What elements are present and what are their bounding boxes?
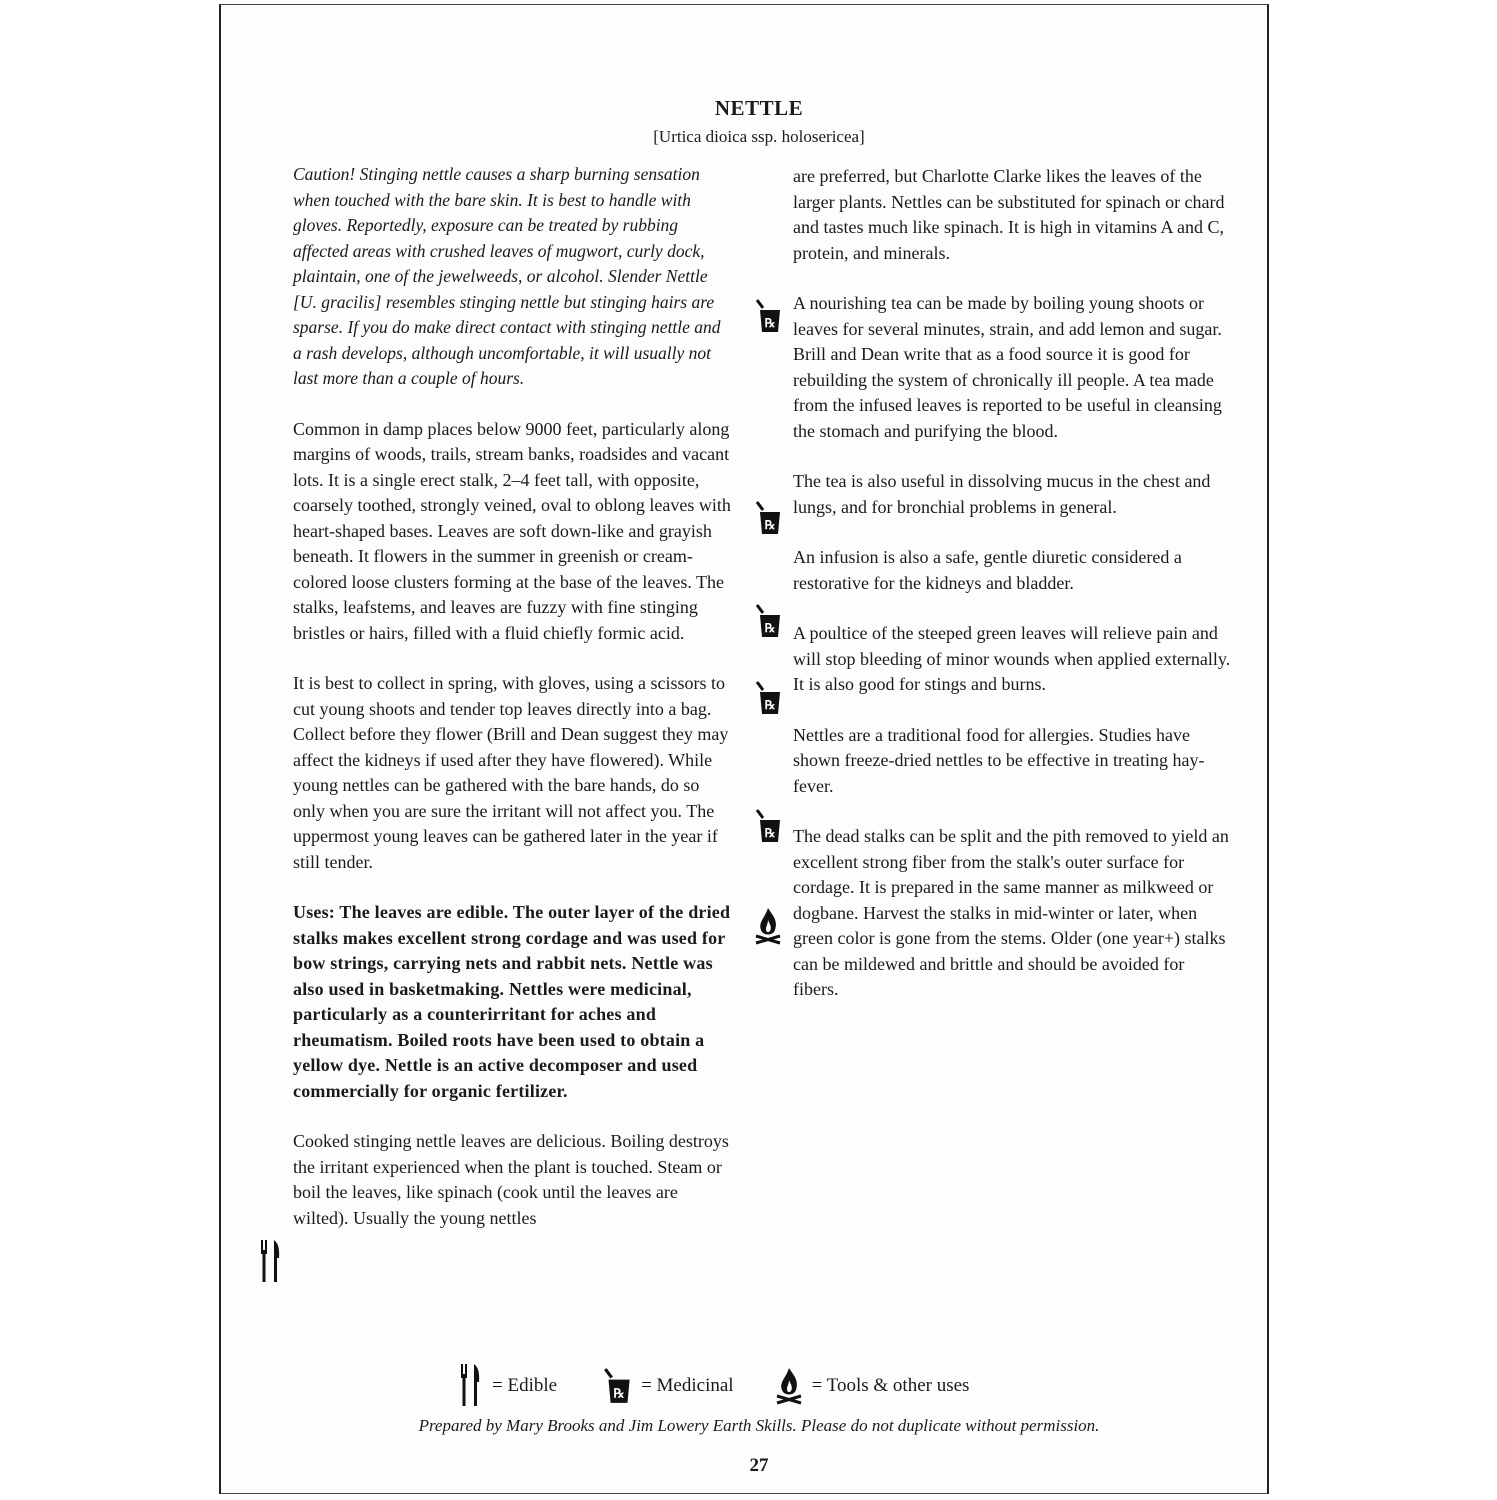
caution-paragraph: Caution! Stinging nettle causes a sharp burning sensation when touched with the bare skin. It is best to handle with gloves. Reportedly, exposure can be treated by rubbing affected areas with crushed leaves of mugwort, curly dock, plaintain, one of the jewelweeds, or alcohol. Slender Nettle [U. gracilis] resembles stinging nettle but stinging hairs are sparse. If you do make direct contact with stinging nettle and a rash develops, although uncomfortable, it will usually not last more than a couple of hours.	[293, 164, 721, 388]
mortar-rx-icon	[755, 298, 783, 334]
habitat-paragraph: Common in damp places below 9000 feet, particularly along margins of woods, trails, stream banks, roadsides and vacant lots. It is a single erect stalk, 2–4 feet tall, with opposite, coarsely toothed, strongly veined, oval to oblong leaves with heart-shaped bases. Leaves are soft down-like and grayish beneath. It flowers in the summer in greenish or cream-colored loose clusters forming at the base of the leaves. The stalks, leafstems, and leaves are fuzzy with fine stinging bristles or hairs, filled with a fluid chiefly formic acid.	[293, 418, 731, 643]
allergies-paragraph: Nettles are a traditional food for allergies. Studies have shown freeze-dried nettles to be effective in treating hay-fever.	[793, 724, 1205, 796]
mortar-rx-icon	[603, 1367, 633, 1405]
legend-medicinal	[603, 1367, 734, 1405]
legend-medicinal-label: = Medicinal	[641, 1375, 734, 1396]
legend-edible	[458, 1364, 557, 1408]
mortar-rx-icon	[755, 500, 783, 536]
page-number: 27	[749, 1455, 769, 1476]
collecting-paragraph: It is best to collect in spring, with gloves, using a scissors to cut young shoots and tender top leaves directly into a bag. Collect before they flower (Brill and Dean suggest they may affect the kidneys if used after they have flowered). While young nettles can be gathered with the bare hands, do so only when you are sure the irritant will not affect you. The uppermost young leaves can be gathered later in the year if still tender.	[293, 673, 729, 872]
scientific-name: [Urtica dioica ssp. holosericea]	[653, 127, 865, 146]
svg-text:℞: ℞	[764, 518, 776, 532]
fiber-paragraph: The dead stalks can be split and the pith removed to yield an excellent strong fiber from the stalk's outer surface for cordage. It is prepared in the same manner as milkweed or dogbane. Harvest the stalks in mid-winter or later, when green color is gone from the stems. Older (one year+) stalks can be mildewed and brittle and should be avoided for fibers.	[793, 826, 1229, 999]
campfire-icon	[774, 1366, 804, 1406]
right-column	[793, 164, 1233, 1003]
svg-text:℞: ℞	[764, 316, 776, 330]
page-title: NETTLE	[714, 96, 804, 120]
svg-text:℞: ℞	[764, 621, 776, 635]
fork-knife-icon	[258, 1240, 284, 1284]
legend-tools	[774, 1366, 970, 1406]
cooked-continued-paragraph: are preferred, but Charlotte Clarke likes the leaves of the larger plants. Nettles can be substituted for spinach or chard and tastes much like spinach. It is high in vitamins A and C, protein, and minerals.	[793, 166, 1225, 263]
cooked-paragraph: Cooked stinging nettle leaves are delicious. Boiling destroys the irritant experienced when the plant is touched. Steam or boil the leaves, like spinach (cook until the leaves are wilted). Usually the young nettles	[293, 1131, 729, 1228]
campfire-icon	[753, 906, 783, 946]
tea-paragraph: A nourishing tea can be made by boiling young shoots or leaves for several minutes, strain, and add lemon and sugar. Brill and Dean write that as a food source it is good for rebuilding the system of chronically ill people. A tea made from the infused leaves is reported to be useful in cleansing the stomach and purifying the blood.	[793, 293, 1222, 441]
svg-text:℞: ℞	[764, 698, 776, 712]
legend-tools-label: = Tools & other uses	[811, 1375, 970, 1396]
mucus-paragraph: The tea is also useful in dissolving mucus in the chest and lungs, and for bronchial problems in general.	[793, 471, 1211, 517]
uses-paragraph: Uses: The leaves are edible. The outer layer of the dried stalks makes excellent strong cordage and was used for bow strings, carrying nets and rabbit nets. Nettle was also used in basketmaking. Nettles were medicinal, particularly as a counterirritant for aches and rheumatism. Boiled roots have been used to obtain a yellow dye. Nettle is an active decomposer and used commercially for organic fertilizer.	[293, 902, 731, 1101]
svg-text:℞: ℞	[764, 826, 776, 840]
svg-text:℞: ℞	[613, 1385, 625, 1401]
legend-edible-label: = Edible	[492, 1375, 558, 1396]
left-column	[293, 162, 733, 1231]
poultice-paragraph: A poultice of the steeped green leaves will relieve pain and will stop bleeding of minor wounds when applied externally. It is also good for stings and burns.	[793, 623, 1231, 694]
mortar-rx-icon	[755, 808, 783, 844]
fork-knife-icon	[458, 1364, 484, 1408]
mortar-rx-icon	[755, 603, 783, 639]
diuretic-paragraph: An infusion is also a safe, gentle diuretic considered a restorative for the kidneys and bladder.	[793, 547, 1182, 593]
mortar-rx-icon	[755, 680, 783, 716]
credit-line: Prepared by Mary Brooks and Jim Lowery Earth Skills. Please do not duplicate without permission.	[418, 1416, 1100, 1435]
icon-legend	[458, 1366, 991, 1406]
